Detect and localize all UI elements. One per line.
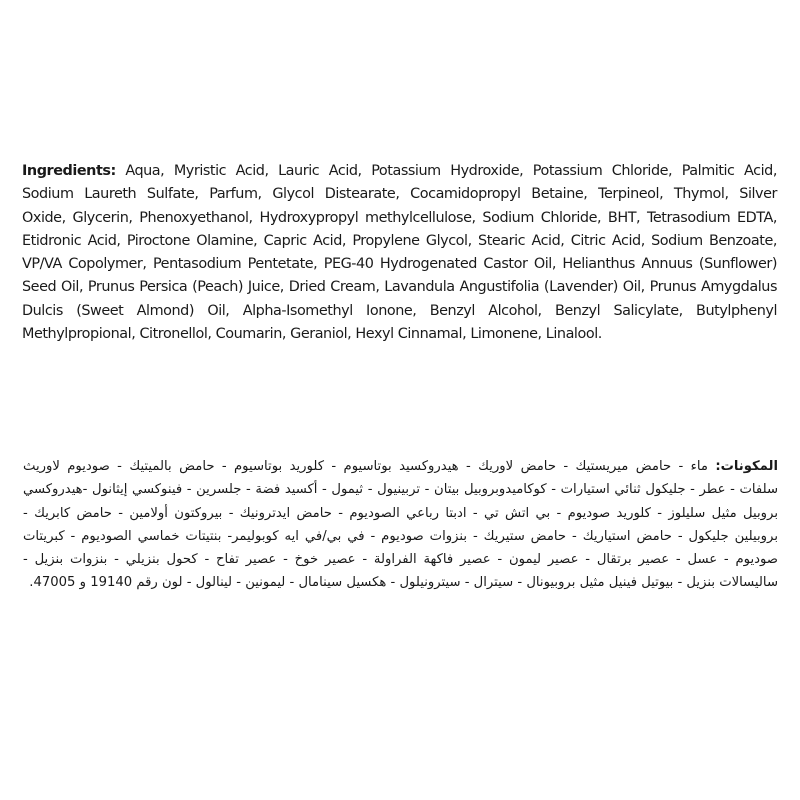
english-ingredients-label: Ingredients: (22, 163, 116, 179)
arabic-ingredients-line (23, 455, 778, 478)
arabic-ingredients-label: المكونات: (715, 459, 778, 474)
english-ingredients-line: VP/VA Copolymer, Pentasodium Pentetate, PEG-40 Hydrogenated Castor Oil, Helianthus Annuus (Sunflower) (22, 256, 777, 273)
arabic-ingredients-line: بروبيلين جليكول - حامض استياريك - حامض ستيريك - بنزوات صوديوم - في بي/في ايه كوبوليمر- بنتيتات خماسي الصوديوم - كبريتات (23, 528, 778, 544)
english-ingredients-line: Etidronic Acid, Piroctone Olamine, Capric Acid, Propylene Glycol, Stearic Acid, Citric Acid, Sodium Benzoate, (22, 232, 777, 249)
english-ingredients-text: Aqua, Myristic Acid, Lauric Acid, Potassium Hydroxide, Potassium Chloride, Palmitic Acid, (115, 163, 777, 179)
english-ingredients-line: Oxide, Glycerin, Phenoxyethanol, Hydroxypropyl methylcellulose, Sodium Chloride, BHT, Tetrasodium EDTA, (22, 209, 777, 226)
english-ingredients-line: Methylpropional, Citronellol, Coumarin, Geraniol, Hexyl Cinnamal, Limonene, Linalool. (22, 326, 602, 343)
arabic-ingredients-text: ماء - حامض ميريستيك - حامض لاوريك - هيدروكسيد بوتاسيوم - كلوريد بوتاسيوم - حامض بالميتيك - صوديوم لاوريث (23, 459, 716, 474)
arabic-ingredients-line: سلفات - عطر - جليكول ثنائي استيارات - كوكاميدوبروبيل بيتان - تربينيول - ثيمول - أكسيد فضة - جلسرين - فينوكسي إيثانول -هيدروكسي (23, 482, 778, 498)
english-ingredients-line: Sodium Laureth Sulfate, Parfum, Glycol Distearate, Cocamidopropyl Betaine, Terpineol, Thymol, Silver (22, 186, 777, 203)
arabic-ingredients-line: بروبيل مثيل سليلوز - كلوريد صوديوم - بي اتش تي - ادبتا رباعي الصوديوم - حامض ايدترونيك - بيروكتون أولامين - حامض كابريك - (23, 505, 778, 521)
english-ingredients-line (22, 160, 777, 183)
arabic-ingredients-block (23, 455, 778, 595)
arabic-ingredients-line: ساليسالات بنزيل - بيوتيل فينيل مثيل بروبيونال - سيترال - سيترونيلول - هكسيل سينامال - ليمونين - لينالول - لون رقم 19140 و 47005. (29, 575, 778, 591)
arabic-ingredients-line: صوديوم - عسل - عصير برتقال - عصير ليمون - عصير فاكهة الفراولة - عصير خوخ - عصير تفاح - كحول بنزيلي - بنزوات بنزيل - (23, 552, 778, 568)
english-ingredients-line: Dulcis (Sweet Almond) Oil, Alpha-Isomethyl Ionone, Benzyl Alcohol, Benzyl Salicylate, Butylphenyl (22, 302, 777, 319)
english-ingredients-block (22, 160, 777, 346)
english-ingredients-line: Seed Oil, Prunus Persica (Peach) Juice, Dried Cream, Lavandula Angustifolia (Lavender) Oil, Prunus Amygdalus (22, 279, 777, 296)
